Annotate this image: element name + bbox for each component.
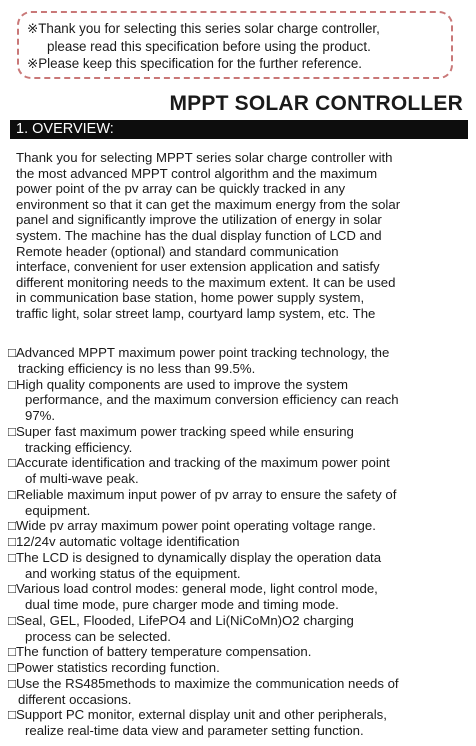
feature-item: □Support PC monitor, external display unit and other peripherals,	[8, 707, 387, 723]
feature-continuation: and working status of the equipment.	[25, 565, 241, 581]
feature-continuation: tracking efficiency.	[25, 439, 133, 455]
overview-paragraph	[16, 150, 468, 322]
section-heading: 1. OVERVIEW:	[16, 121, 114, 137]
overview-line: different monitoring needs to the maximum extent. It can be used	[16, 274, 396, 290]
notice-line: ※Please keep this specification for the further reference.	[27, 56, 363, 71]
feature-continuation: of multi-wave peak.	[25, 471, 139, 486]
feature-continuation: tracking efficiency is no less than 99.5%.	[18, 360, 256, 376]
overview-line: Thank you for selecting MPPT series solar charge controller with	[16, 150, 393, 165]
feature-item: □The LCD is designed to dynamically display the operation data	[8, 549, 382, 565]
overview-line: Remote header (optional) and standard communication	[16, 243, 339, 259]
notice-line: please read this specification before using the product.	[47, 38, 371, 54]
overview-line: interface, convenient for user extension application and satisfy	[16, 259, 380, 275]
feature-continuation: 97%.	[25, 408, 56, 423]
section-heading-bar	[10, 120, 468, 139]
overview-line: in communication base station, home power supply system,	[16, 290, 365, 306]
document-title: MPPT SOLAR CONTROLLER	[169, 92, 463, 115]
feature-list	[8, 345, 470, 739]
feature-continuation: realize real-time data view and parameter setting function.	[25, 723, 364, 738]
feature-continuation: different occasions.	[18, 691, 132, 707]
overview-line: traffic light, solar street lamp, courtyard lamp system, etc. The	[16, 305, 376, 321]
notice-line: ※Thank you for selecting this series solar charge controller,	[27, 21, 380, 36]
overview-line: panel and significantly improve the utilization of energy in solar	[16, 212, 382, 228]
feature-item: □The function of battery temperature compensation.	[8, 644, 312, 660]
feature-continuation: performance, and the maximum conversion efficiency can reach	[25, 392, 399, 408]
feature-item: □12/24v automatic voltage identification	[8, 534, 240, 549]
feature-continuation: process can be selected.	[25, 628, 171, 644]
feature-continuation: equipment.	[25, 502, 91, 518]
feature-item: □Power statistics recording function.	[8, 660, 220, 675]
feature-item: □Various load control modes: general mode, light control mode,	[8, 581, 378, 597]
notice-box	[17, 11, 453, 79]
feature-item: □Reliable maximum input power of pv array to ensure the safety of	[8, 486, 397, 502]
overview-line: system. The machine has the dual display function of LCD and	[16, 227, 382, 243]
feature-item: □Wide pv array maximum power point operating voltage range.	[8, 518, 376, 534]
feature-item: □Super fast maximum power tracking speed while ensuring	[8, 423, 354, 439]
feature-item: □High quality components are used to improve the system	[8, 376, 349, 392]
feature-item: □Advanced MPPT maximum power point tracking technology, the	[8, 345, 390, 360]
feature-item: □Seal, GEL, Flooded, LifePO4 and Li(NiCoMn)O2 charging	[8, 612, 354, 628]
feature-item: □Use the RS485methods to maximize the communication needs of	[8, 675, 399, 691]
overview-line: the most advanced MPPT control algorithm and the maximum	[16, 165, 378, 181]
overview-line: environment so that it can get the maximum energy from the solar	[16, 196, 401, 212]
feature-item: □Accurate identification and tracking of the maximum power point	[8, 455, 390, 471]
overview-line: power point of the pv array can be quickly tracked in any	[16, 181, 346, 197]
feature-continuation: dual time mode, pure charger mode and timing mode.	[25, 597, 339, 612]
